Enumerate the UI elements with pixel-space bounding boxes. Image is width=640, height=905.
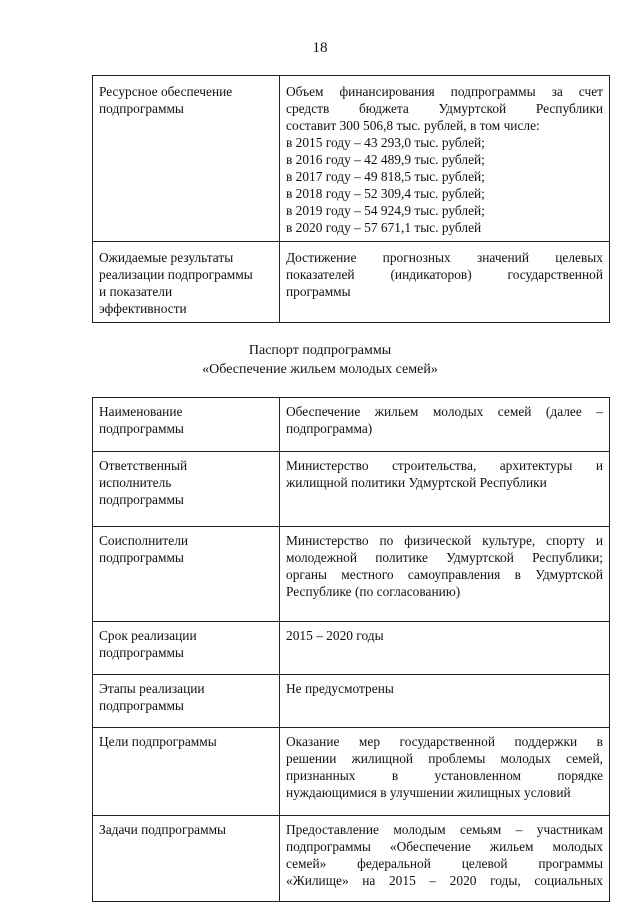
value-line: программы bbox=[286, 284, 351, 299]
value-line: «Жилище» на 2015 – 2020 годы, социальных bbox=[286, 873, 603, 888]
table-row bbox=[93, 398, 610, 452]
value-line: нуждающимися в улучшении жилищных условий bbox=[286, 785, 571, 800]
value-line: Объем финансирования подпрограммы за счет bbox=[286, 84, 603, 99]
value-line: решении жилищной проблемы молодых семей, bbox=[286, 751, 603, 766]
label-line: подпрограммы bbox=[99, 698, 184, 713]
value-line: Республике (по согласованию) bbox=[286, 584, 461, 599]
label-line: Соисполнители bbox=[99, 533, 189, 548]
label-line: Этапы реализации bbox=[99, 681, 205, 696]
label-line: Срок реализации bbox=[99, 628, 197, 643]
row-label bbox=[93, 242, 280, 323]
table-row bbox=[93, 675, 610, 728]
value-line: в 2016 году – 42 489,9 тыс. рублей; bbox=[286, 152, 485, 167]
value-line: показателей (индикаторов) государственной bbox=[286, 267, 603, 282]
value-line: семей» федеральной целевой программы bbox=[286, 856, 603, 871]
row-label bbox=[93, 816, 280, 902]
row-value bbox=[280, 622, 610, 675]
label-line: Ответственный bbox=[99, 458, 188, 473]
passport-table bbox=[92, 397, 610, 902]
value-line: Оказание мер государственной поддержки в bbox=[286, 734, 603, 749]
label-line: подпрограммы bbox=[99, 421, 184, 436]
value-line: в 2017 году – 49 818,5 тыс. рублей; bbox=[286, 169, 485, 184]
value-line: органы местного самоуправления в Удмуртской bbox=[286, 567, 603, 582]
label-line: Наименование bbox=[99, 404, 183, 419]
table-row bbox=[93, 76, 610, 242]
label-line: исполнитель bbox=[99, 475, 172, 490]
value-line: в 2015 году – 43 293,0 тыс. рублей; bbox=[286, 135, 485, 150]
table-row bbox=[93, 622, 610, 675]
resource-table bbox=[92, 75, 610, 323]
row-label bbox=[93, 675, 280, 728]
row-value bbox=[280, 675, 610, 728]
value-line: подпрограмма) bbox=[286, 421, 373, 436]
value-line: Предоставление молодым семьям – участникам bbox=[286, 822, 603, 837]
table-row bbox=[93, 728, 610, 816]
row-value bbox=[280, 527, 610, 622]
row-label bbox=[93, 398, 280, 452]
value-line: Министерство строительства, архитектуры и bbox=[286, 458, 603, 473]
label-line: Ресурсное обеспечение bbox=[99, 84, 233, 99]
row-value bbox=[280, 452, 610, 527]
value-line: подпрограммы «Обеспечение жильем молодых bbox=[286, 839, 603, 854]
page-number: 18 bbox=[312, 40, 328, 56]
row-value bbox=[280, 728, 610, 816]
row-label bbox=[93, 527, 280, 622]
label-line: Цели подпрограммы bbox=[99, 734, 217, 749]
table-row bbox=[93, 527, 610, 622]
value-line: в 2019 году – 54 924,9 тыс. рублей; bbox=[286, 203, 485, 218]
label-line: реализации подпрограммы bbox=[99, 267, 253, 282]
value-line: средств бюджета Удмуртской Республики bbox=[286, 101, 603, 116]
value-line: составит 300 506,8 тыс. рублей, в том числе: bbox=[286, 118, 540, 133]
label-line: подпрограммы bbox=[99, 550, 184, 565]
label-line: подпрограммы bbox=[99, 645, 184, 660]
label-line: эффективности bbox=[99, 301, 187, 316]
row-label bbox=[93, 452, 280, 527]
value-line: признанных в установленном порядке bbox=[286, 768, 603, 783]
passport-title-line-1: Паспорт подпрограммы bbox=[248, 343, 392, 358]
label-line: подпрограммы bbox=[99, 101, 184, 116]
value-line: в 2020 году – 57 671,1 тыс. рублей bbox=[286, 220, 482, 235]
value-line: Обеспечение жильем молодых семей (далее – bbox=[286, 404, 603, 419]
passport-title bbox=[0, 341, 640, 379]
table-row bbox=[93, 452, 610, 527]
row-value bbox=[280, 76, 610, 242]
row-label bbox=[93, 728, 280, 816]
row-value bbox=[280, 242, 610, 323]
row-value bbox=[280, 816, 610, 902]
label-line: подпрограммы bbox=[99, 492, 184, 507]
label-line: Задачи подпрограммы bbox=[99, 822, 227, 837]
value-line: 2015 – 2020 годы bbox=[286, 628, 384, 643]
value-line: в 2018 году – 52 309,4 тыс. рублей; bbox=[286, 186, 485, 201]
row-value bbox=[280, 398, 610, 452]
table-row bbox=[93, 242, 610, 323]
value-line: молодежной политике Удмуртской Республики; bbox=[286, 550, 603, 565]
value-line: жилищной политики Удмуртской Республики bbox=[286, 475, 547, 490]
row-label bbox=[93, 622, 280, 675]
value-line: Достижение прогнозных значений целевых bbox=[286, 250, 603, 265]
row-label bbox=[93, 76, 280, 242]
value-line: Не предусмотрены bbox=[286, 681, 394, 696]
value-line: Министерство по физической культуре, спорту и bbox=[286, 533, 603, 548]
label-line: и показатели bbox=[99, 284, 173, 299]
label-line: Ожидаемые результаты bbox=[99, 250, 234, 265]
table-row bbox=[93, 816, 610, 902]
passport-title-line-2: «Обеспечение жильем молодых семей» bbox=[202, 362, 438, 377]
